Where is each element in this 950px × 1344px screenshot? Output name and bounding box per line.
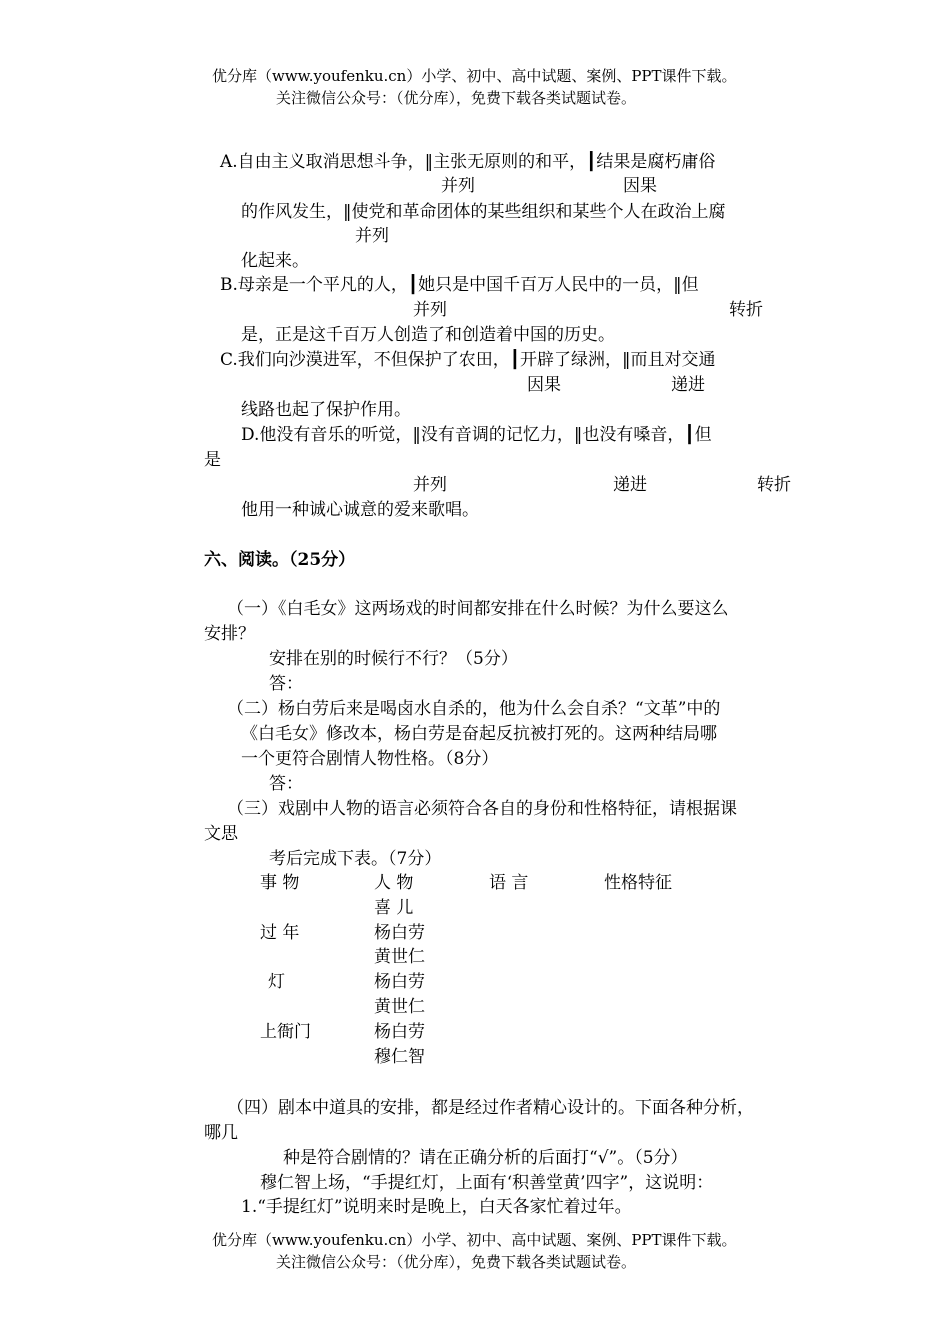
- question-3-line-3: 考后完成下表。（7分）: [269, 849, 442, 869]
- question-2-line-3: 一个更符合剧情人物性格。（8分）: [241, 749, 499, 769]
- question-1-answer: 答：: [269, 674, 303, 694]
- question-2-line-1: （二）杨白劳后来是喝卤水自杀的，他为什么会自杀？“文革”中的: [227, 699, 721, 719]
- table-group-lamp: 灯: [268, 972, 285, 992]
- question-2-answer: 答：: [269, 774, 303, 794]
- option-d-note-2: 递进: [613, 475, 647, 495]
- question-4-line-2: 哪几: [204, 1123, 238, 1143]
- footer-line-1: 优分库（www.youfenku.cn）小学、初中、高中试题、案例、PPT课件下载。: [212, 1231, 737, 1249]
- option-d-note-1: 并列: [413, 475, 447, 495]
- option-a-line-2: 的作风发生，‖使党和革命团体的某些组织和某些个人在政治上腐: [241, 202, 726, 222]
- question-1-line-1: （一）《白毛女》这两场戏的时间都安排在什么时候？为什么要这么: [227, 599, 729, 619]
- option-b-note-1: 并列: [413, 300, 447, 320]
- question-3-line-2: 文思: [204, 824, 238, 844]
- option-a-line-3: 化起来。: [241, 251, 309, 271]
- option-d-line-1: D.他没有音乐的听觉，‖没有音调的记忆力，‖也没有嗓音，┃但: [241, 425, 712, 445]
- table-person: 黄世仁: [374, 997, 425, 1017]
- table-group-new-year: 过 年: [260, 923, 300, 943]
- header-line-1: 优分库（www.youfenku.cn）小学、初中、高中试题、案例、PPT课件下载。: [212, 67, 737, 85]
- question-2-line-2: 《白毛女》修改本，杨白劳是奋起反抗被打死的。这两种结局哪: [241, 724, 717, 744]
- option-d-wrap: 是: [204, 450, 221, 470]
- question-4-line-3: 种是符合剧情的？请在正确分析的后面打“√”。（5分）: [283, 1148, 688, 1168]
- footer-line-2: 关注微信公众号：（优分库），免费下载各类试题试卷。: [276, 1253, 637, 1271]
- table-header-language: 语 言: [489, 873, 529, 893]
- option-d-note-3: 转折: [757, 475, 791, 495]
- option-a-line-1: A.自由主义取消思想斗争，‖主张无原则的和平，┃结果是腐朽庸俗: [220, 152, 716, 172]
- section-title: 六、阅读。（25分）: [204, 550, 356, 570]
- question-1-line-3: 安排在别的时候行不行？（5分）: [269, 649, 518, 669]
- table-header-character: 性格特征: [604, 873, 672, 893]
- option-d-line-2: 他用一种诚心诚意的爱来歌唱。: [241, 500, 479, 520]
- option-a-note-2: 因果: [623, 176, 657, 196]
- table-group-yamen: 上衙门: [260, 1022, 311, 1042]
- option-b-line-1: B.母亲是一个平凡的人，┃她只是中国千百万人民中的一员，‖但: [220, 275, 699, 295]
- option-b-line-2: 是，正是这千百万人创造了和创造着中国的历史。: [241, 325, 615, 345]
- table-person: 喜 儿: [374, 898, 414, 918]
- question-4-line-4: 穆仁智上场，“手提红灯，上面有‘积善堂黄’四字”，这说明：: [260, 1173, 714, 1193]
- question-3-line-1: （三）戏剧中人物的语言必须符合各自的身份和性格特征，请根据课: [227, 799, 737, 819]
- option-c-line-2: 线路也起了保护作用。: [241, 400, 411, 420]
- option-b-note-2: 转折: [729, 300, 763, 320]
- table-person: 黄世仁: [374, 947, 425, 967]
- option-c-line-1: C.我们向沙漠进军，不但保护了农田，┃开辟了绿洲，‖而且对交通: [220, 350, 716, 370]
- table-person: 杨白劳: [374, 1022, 425, 1042]
- table-person: 穆仁智: [374, 1047, 425, 1067]
- header-line-2: 关注微信公众号：（优分库），免费下载各类试题试卷。: [276, 89, 637, 107]
- table-person: 杨白劳: [374, 923, 425, 943]
- table-person: 杨白劳: [374, 972, 425, 992]
- option-a-note-3: 并列: [355, 226, 389, 246]
- question-4-item-1: 1.“手提红灯”说明来时是晚上，白天各家忙着过年。: [241, 1197, 632, 1217]
- question-1-line-2: 安排？: [204, 624, 255, 644]
- table-header-person: 人 物: [374, 873, 414, 893]
- question-4-line-1: （四）剧本中道具的安排，都是经过作者精心设计的。下面各种分析，: [227, 1098, 754, 1118]
- option-c-note-1: 因果: [527, 375, 561, 395]
- table-header-thing: 事 物: [260, 873, 300, 893]
- option-c-note-2: 递进: [671, 375, 705, 395]
- option-a-note-1: 并列: [441, 176, 475, 196]
